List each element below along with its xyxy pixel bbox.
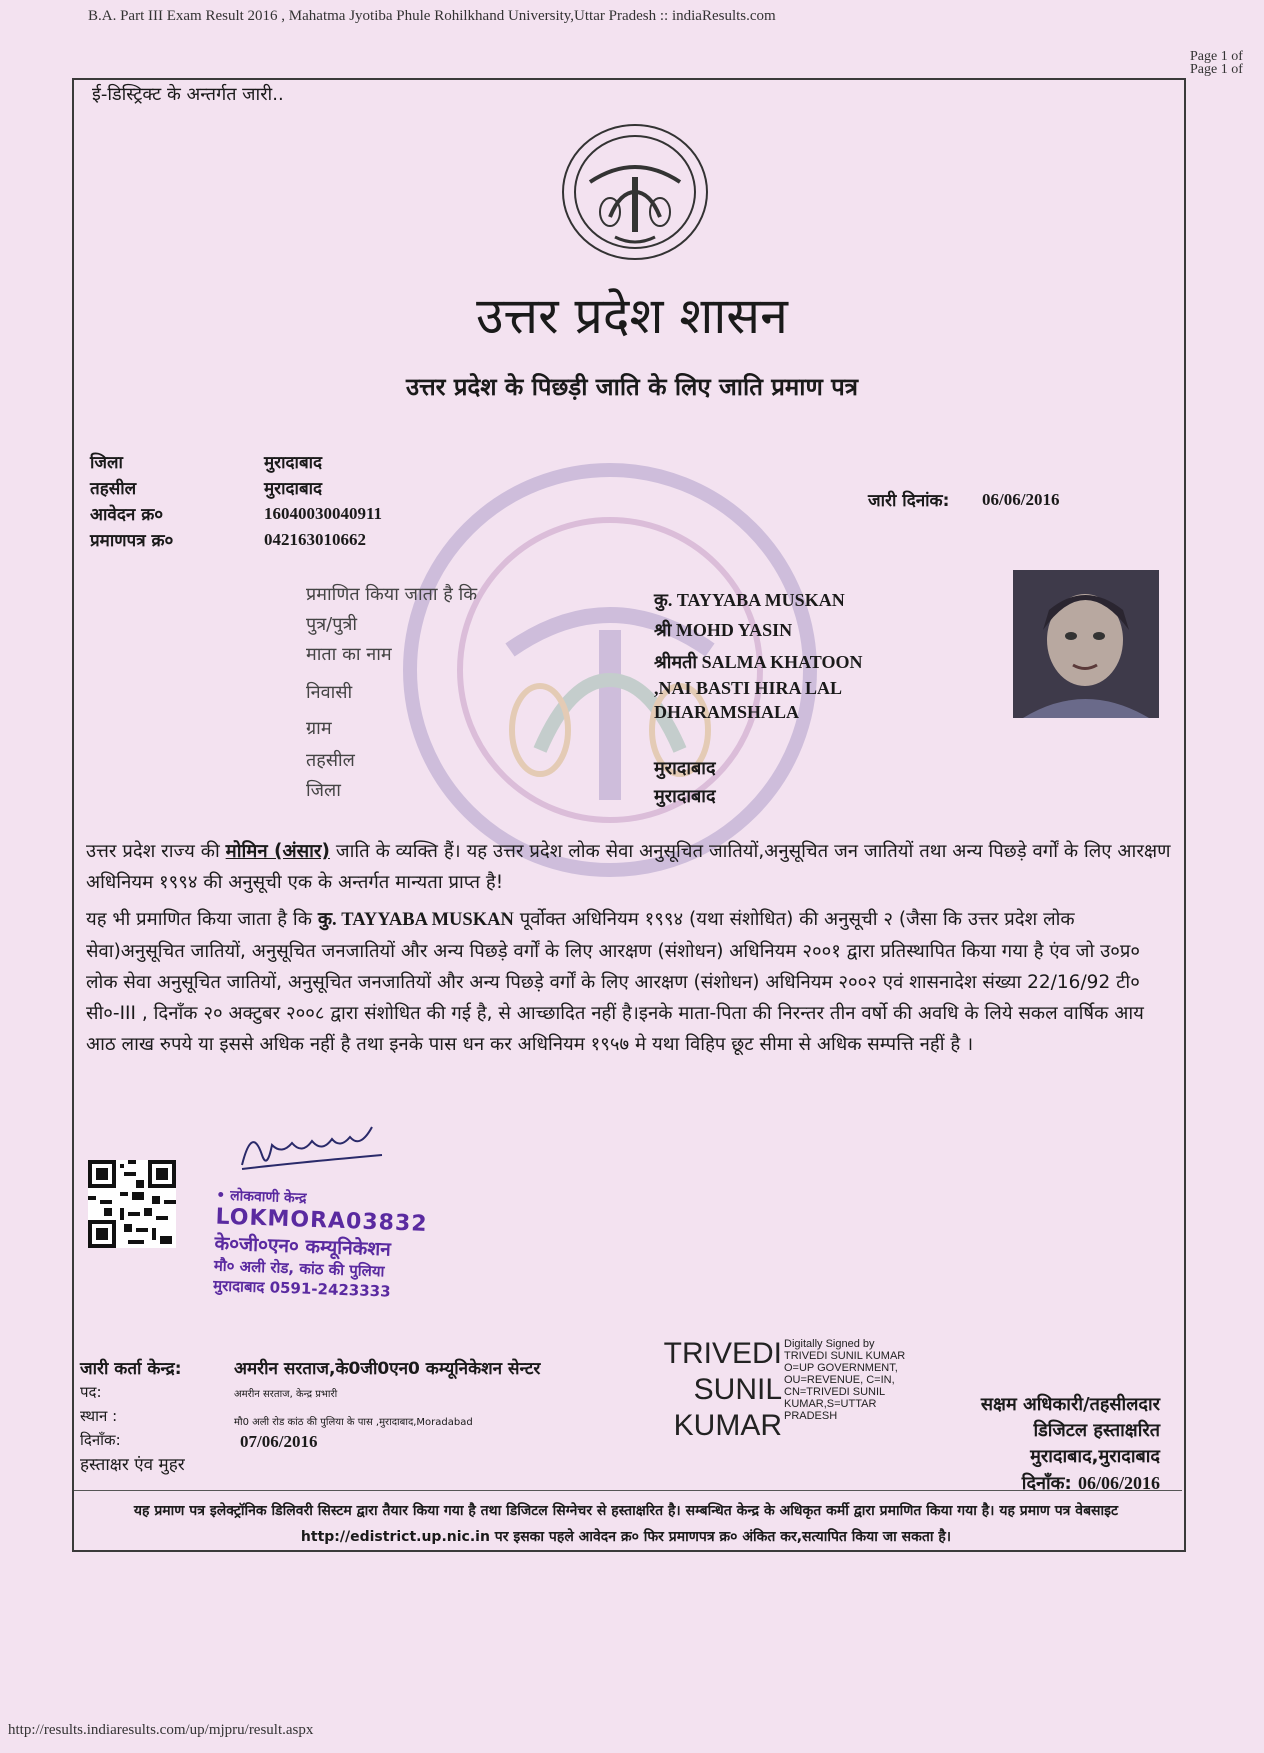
issue-date-label: जारी दिनांक: bbox=[868, 491, 950, 511]
person-label-district: जिला bbox=[306, 780, 341, 801]
person-address-line2: DHARAMSHALA bbox=[654, 702, 800, 722]
digital-signature-details bbox=[784, 1338, 934, 1422]
issuer-place-label: स्थान : bbox=[80, 1407, 118, 1425]
authority-date-label: दिनाँक: bbox=[1021, 1473, 1072, 1494]
para1-after-text: जाति के व्यक्ति हैं। यह उत्तर प्रदेश लोक सेवा अनुसूचित जातियों,अनुसूचित जन जातियों तथा अन्य पिछड़े वर्गों के लिए आरक्षण अधिनियम १९९४ की अनुसूची एक के अन्तर्गत मान्यता प्राप्त है! bbox=[86, 841, 1171, 893]
issuer-date-value: 07/06/2016 bbox=[240, 1432, 318, 1451]
dsig-name-line-2: SUNIL bbox=[693, 1373, 782, 1406]
issuer-stamp bbox=[211, 1186, 476, 1343]
person-label-mother: माता का नाम bbox=[306, 644, 392, 665]
certificate-paragraph-1 bbox=[86, 836, 1176, 898]
person-label-village: ग्राम bbox=[306, 718, 332, 739]
meta-tehsil-label: तहसील bbox=[90, 479, 137, 499]
stamp-line-3: के०जी०एन० कम्यूनिकेशन bbox=[214, 1232, 392, 1261]
person-father: श्री MOHD YASIN bbox=[654, 620, 793, 640]
document-title: उत्तर प्रदेश शासन bbox=[476, 287, 788, 345]
handwritten-signature bbox=[232, 1115, 432, 1175]
dsig-detail-line-7: PRADESH bbox=[784, 1410, 838, 1422]
edistrict-note: ई-डिस्ट्रिक्ट के अन्तर्गत जारी.. bbox=[92, 84, 284, 105]
page-number-text: Page 1 of bbox=[1190, 49, 1243, 64]
issuer-date-label: दिनाँक: bbox=[80, 1431, 121, 1449]
print-header-title: B.A. Part III Exam Result 2016 , Mahatma Jyotiba Phule Rohilkhand University,Uttar Pradesh :: indiaResults.com bbox=[88, 8, 776, 24]
person-label-tehsil: तहसील bbox=[306, 750, 355, 771]
person-address-line1: ,NAI BASTI HIRA LAL bbox=[654, 678, 843, 698]
digital-signature-name bbox=[660, 1336, 782, 1444]
footer-verification-note: यह प्रमाण पत्र इलेक्ट्रॉनिक डिलिवरी सिस्टम द्वारा तैयार किया गया है तथा डिजिटल सिग्नेचर से हस्ताक्षरित है। सम्बन्धित केन्द्र के अधिकृत कर्मी द्वारा प्रमाणित किया गया है। यह प्रमाण पत्र वेबसाइट http://edistrict.up.nic.in पर इसका पहले आवेदन क्र० फिर प्रमाणपत्र क्र० अंकित कर,सत्यापित किया जा सकता है। bbox=[133, 1503, 1119, 1545]
dsig-detail-line-3: O=UP GOVERNMENT, bbox=[784, 1362, 898, 1374]
person-name: कु. TAYYABA MUSKAN bbox=[654, 590, 845, 610]
person-tehsil: मुरादाबाद bbox=[654, 758, 716, 778]
para2-after-text: पूर्वोक्त अधिनियम १९९४ (यथा संशोधित) की अनुसूची २ (जैसा कि उत्तर प्रदेश लोक सेवा)अनुसूचित जातियों, अनुसूचित जनजातियों और अन्य पिछड़े वर्गों के लिए आरक्षण (संशोधन) अधिनियम २००१ द्वारा प्रतिस्थापित किया गया है एंव जो उ०प्र० लोक सेवा अनुसूचित जातियों, अनुसूचित जनजातियों और अन्य पिछड़े वर्गों के लिए आरक्षण (संशोधन) अधिनियम २००२ एवं शासनादेश संख्या 22/16/92 टी० सी०-III , दिनाँक २० अक्टुबर २००८ द्वारा संशोधित की गई है, से आच्छादित नहीं है।इनके माता-पिता की निरन्तर तीन वर्षो की अवधि के लिये सकल वार्षिक आय आठ लाख रुपये या इससे अधिक नहीं है तथा इनके पास धन कर अधिनियम १९५७ मे यथा विहिप छूट सीमा से अधिक सम्पत्ति नहीं है । bbox=[86, 909, 1144, 1055]
para2-person-name: कु. TAYYABA MUSKAN bbox=[317, 910, 514, 930]
dsig-name-line-3: KUMAR bbox=[673, 1409, 782, 1442]
page-number-dup-text: Page 1 of bbox=[1190, 62, 1243, 77]
applicant-portrait-icon bbox=[1013, 570, 1159, 718]
authority-date bbox=[920, 1470, 1160, 1497]
issuer-sign-label: हस्ताक्षर एंव मुहर bbox=[80, 1455, 185, 1475]
caste-name: मोमिन (अंसार) bbox=[225, 841, 330, 862]
para1-before-text: उत्तर प्रदेश राज्य की bbox=[86, 841, 220, 862]
stamp-line-1: • लोकवाणी केन्द्र bbox=[216, 1187, 307, 1207]
meta-application-label: आवेदन क्र० bbox=[90, 505, 164, 525]
issuer-post-value: अमरीन सरताज, केन्द्र प्रभारी bbox=[234, 1389, 338, 1400]
person-district: मुरादाबाद bbox=[654, 786, 716, 806]
certificate-paragraph-2 bbox=[86, 904, 1176, 1060]
dsig-detail-line-4: OU=REVENUE, C=IN, bbox=[784, 1374, 895, 1386]
footer-divider bbox=[74, 1490, 1182, 1491]
dsig-detail-line-6: KUMAR,S=UTTAR bbox=[784, 1398, 877, 1410]
issue-date-value: 06/06/2016 bbox=[982, 490, 1060, 509]
issuer-place-value: मौ0 अली रोड कांठ की पुलिया के पास ,मुरादाबाद,Moradabad bbox=[234, 1417, 473, 1428]
authority-line-2: डिजिटल हस्ताक्षरित bbox=[1033, 1420, 1160, 1441]
person-label-resident: निवासी bbox=[306, 682, 353, 703]
dsig-name-line-1: TRIVEDI bbox=[663, 1337, 782, 1370]
dsig-detail-line-5: CN=TRIVEDI SUNIL bbox=[784, 1386, 886, 1398]
person-mother: श्रीमती SALMA KHATOON bbox=[654, 652, 863, 672]
page-number bbox=[1190, 50, 1260, 76]
meta-application-value: 16040030040911 bbox=[264, 504, 383, 523]
authority-line-1: सक्षम अधिकारी/तहसीलदार bbox=[980, 1394, 1160, 1415]
print-footer-url: http://results.indiaresults.com/up/mjpru/result.aspx bbox=[8, 1722, 314, 1738]
meta-certificate-label: प्रमाणपत्र क्र० bbox=[90, 531, 174, 551]
up-government-emblem-icon bbox=[560, 122, 710, 262]
qr-code-icon bbox=[88, 1160, 176, 1248]
meta-certificate-value: 042163010662 bbox=[264, 530, 366, 549]
authority-date-value: 06/06/2016 bbox=[1077, 1473, 1160, 1493]
stamp-line-4: मौ० अली रोड, कांठ की पुलिया bbox=[213, 1256, 385, 1281]
issuer-center-label: जारी कर्ता केन्द्र: bbox=[80, 1359, 182, 1379]
issuer-center-value: अमरीन सरताज,के0जी0एन0 कम्यूनिकेशन सेन्टर bbox=[234, 1359, 541, 1379]
document-subtitle: उत्तर प्रदेश के पिछड़ी जाति के लिए जाति प्रमाण पत्र bbox=[405, 373, 859, 401]
dsig-detail-line-1: Digitally Signed by bbox=[784, 1338, 875, 1350]
applicant-photo bbox=[1013, 570, 1159, 718]
dsig-detail-line-2: TRIVEDI SUNIL KUMAR bbox=[784, 1350, 906, 1362]
para2-before-text: यह भी प्रमाणित किया जाता है कि bbox=[86, 909, 312, 930]
meta-district-value: मुरादाबाद bbox=[264, 453, 323, 473]
stamp-line-2: LOKMORA03832 bbox=[215, 1204, 428, 1237]
issuer-post-label: पद: bbox=[80, 1383, 102, 1401]
person-label-certified: प्रमाणित किया जाता है कि bbox=[306, 584, 478, 605]
person-label-child-of: पुत्र/पुत्री bbox=[306, 614, 358, 635]
stamp-line-5: मुरादाबाद 0591-2423333 bbox=[212, 1276, 391, 1301]
competent-authority bbox=[920, 1392, 1160, 1497]
meta-tehsil-value: मुरादाबाद bbox=[264, 479, 323, 499]
meta-district-label: जिला bbox=[90, 453, 123, 473]
authority-line-3: मुरादाबाद,मुरादाबाद bbox=[1030, 1446, 1160, 1467]
